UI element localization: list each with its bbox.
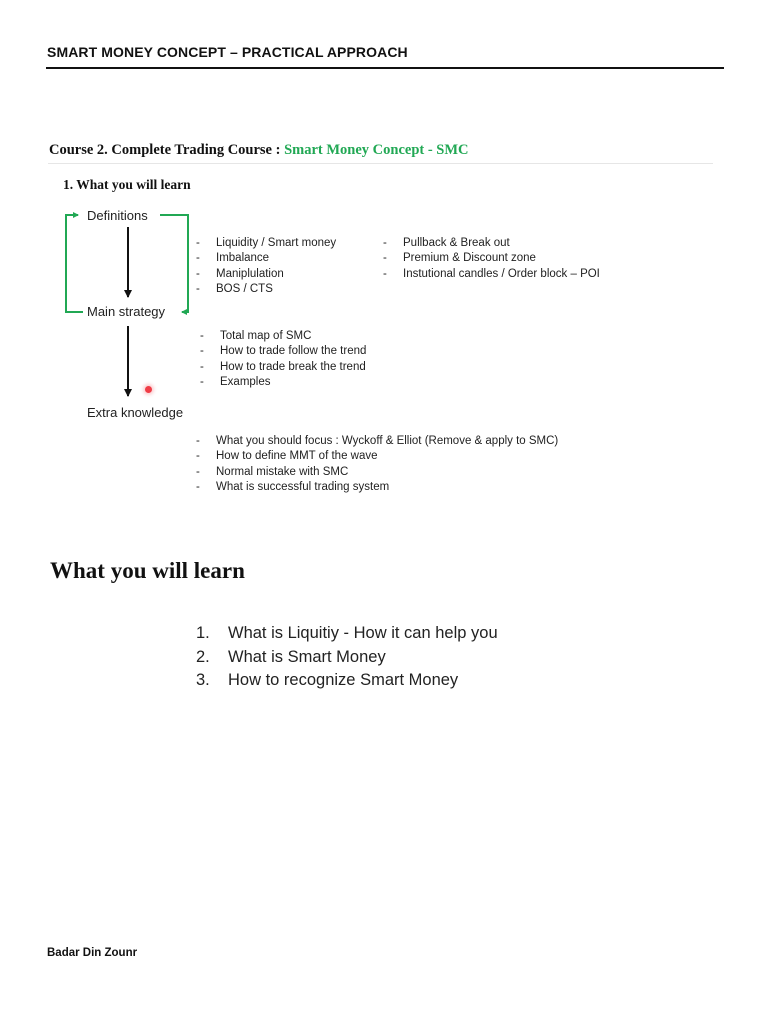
loop-left-arrow	[66, 215, 83, 312]
list-item: - How to trade break the trend	[200, 360, 366, 375]
header-divider	[46, 67, 724, 69]
footer-author: Badar Din Zounr	[47, 947, 138, 959]
list-item: - Premium & Discount zone	[383, 251, 600, 266]
pointer-dot	[145, 386, 152, 393]
list-item	[196, 669, 498, 693]
list-item: - Examples	[200, 375, 366, 390]
flow-node-extra-knowledge: Extra knowledge	[87, 405, 184, 420]
list-item: - Maniplulation	[196, 267, 336, 282]
page-header-title: SMART MONEY CONCEPT – PRACTICAL APPROACH	[47, 44, 408, 60]
main-strategy-list	[200, 329, 366, 390]
list-item-number: 3.	[196, 671, 210, 689]
course-title-prefix: Course 2. Complete Trading Course :	[49, 142, 285, 158]
list-item-text: How to recognize Smart Money	[228, 671, 459, 689]
flow-node-main-strategy: Main strategy	[87, 304, 166, 319]
extra-knowledge-list	[196, 434, 558, 495]
list-item: - Total map of SMC	[200, 329, 366, 344]
list-item: - Imbalance	[196, 251, 336, 266]
definitions-list-right	[383, 236, 600, 282]
list-item: - Instutional candles / Order block – POI	[383, 267, 600, 282]
flow-node-definitions: Definitions	[87, 208, 148, 223]
loop-right-arrow	[160, 215, 188, 312]
list-item: - Normal mistake with SMC	[196, 465, 558, 480]
list-item	[196, 646, 498, 670]
list-item	[196, 622, 498, 646]
list-item: - What is successful trading system	[196, 480, 558, 495]
learn-list	[196, 622, 498, 693]
list-item-text: What is Liquitiy - How it can help you	[228, 624, 498, 642]
learn-heading: What you will learn	[50, 558, 245, 583]
section-heading: 1. What you will learn	[63, 177, 191, 192]
list-item: - Liquidity / Smart money	[196, 236, 336, 251]
list-item: - BOS / CTS	[196, 282, 336, 297]
course-title	[49, 142, 469, 159]
course-title-divider	[48, 163, 713, 164]
list-item-number: 2.	[196, 647, 210, 666]
course-title-accent: Smart Money Concept - SMC	[284, 142, 469, 158]
list-item: - How to trade follow the trend	[200, 344, 366, 359]
list-item-number: 1.	[196, 624, 210, 642]
list-item: - Pullback & Break out	[383, 236, 600, 251]
list-item: - How to define MMT of the wave	[196, 449, 558, 464]
list-item-text: What is Smart Money	[228, 647, 386, 666]
list-item: - What you should focus : Wyckoff & Elliot (Remove & apply to SMC)	[196, 434, 558, 449]
definitions-list-left	[196, 236, 336, 297]
